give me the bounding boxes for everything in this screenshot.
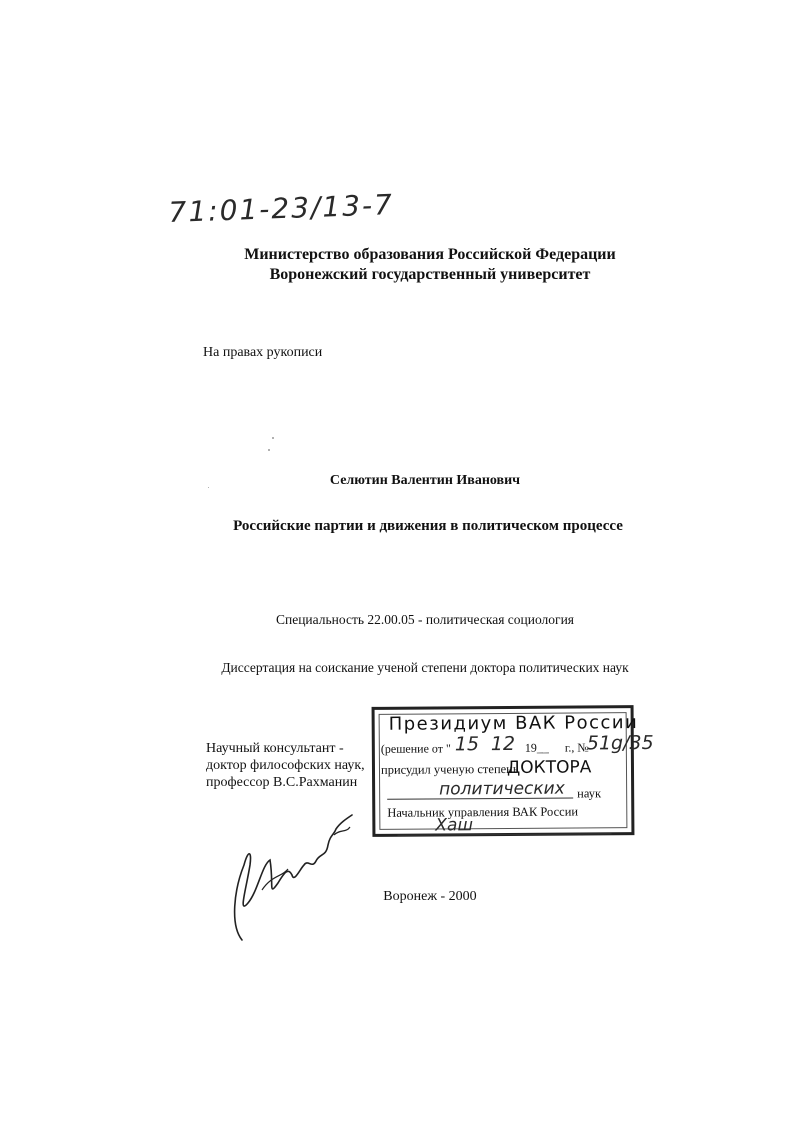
stamp-title: Президиум ВАК России: [388, 712, 639, 735]
stamp-year-prefix: 19__: [524, 740, 549, 755]
stamp-number: 51g/35: [586, 731, 654, 755]
scan-speck: [268, 449, 270, 451]
scan-speck: [208, 487, 209, 488]
dissertation-title: Российские партии и движения в политическом процессе: [233, 518, 623, 534]
rights-note: На правах рукописи: [203, 345, 323, 360]
stamp-date-month: 12: [490, 732, 516, 756]
stamp-head-label: Начальник управления ВАК России: [387, 804, 579, 820]
archive-code: 71:01-23/13-7: [168, 188, 395, 229]
stamp-signature: Хаш: [435, 815, 474, 836]
signature-drawing: [222, 805, 372, 945]
stamp-awarded-label: присудил ученую степень: [380, 761, 519, 777]
vak-stamp: [372, 705, 654, 837]
stamp-decision-label: (решение от ": [380, 741, 451, 756]
ministry-heading: Министерство образования Российской Федерации: [244, 246, 616, 263]
city-year: Воронеж - 2000: [383, 889, 477, 904]
stamp-sciences-label: наук: [577, 786, 602, 801]
consultant-line-1: Научный консультант -: [206, 741, 344, 756]
scan-speck: [272, 437, 274, 439]
stamp-science-handwritten: политических: [439, 778, 565, 800]
consultant-line-3: профессор В.С.Рахманин: [206, 775, 358, 790]
stamp-signature-line: [397, 833, 611, 835]
scientific-consultant: [206, 740, 376, 791]
degree-line: Диссертация на соискание ученой степени доктора политических наук: [221, 660, 629, 675]
consultant-line-2: доктор философских наук,: [206, 758, 365, 773]
stamp-date-day: 15: [454, 733, 480, 756]
author-signature: [222, 805, 372, 950]
stamp-number-label: г., №: [564, 740, 589, 755]
author-name: Селютин Валентин Иванович: [329, 473, 521, 488]
stamp-degree: ДОКТОРА: [506, 757, 592, 778]
specialty-line: Специальность 22.00.05 - политическая социология: [275, 612, 575, 627]
university-heading: Воронежский государственный университет: [269, 266, 591, 283]
